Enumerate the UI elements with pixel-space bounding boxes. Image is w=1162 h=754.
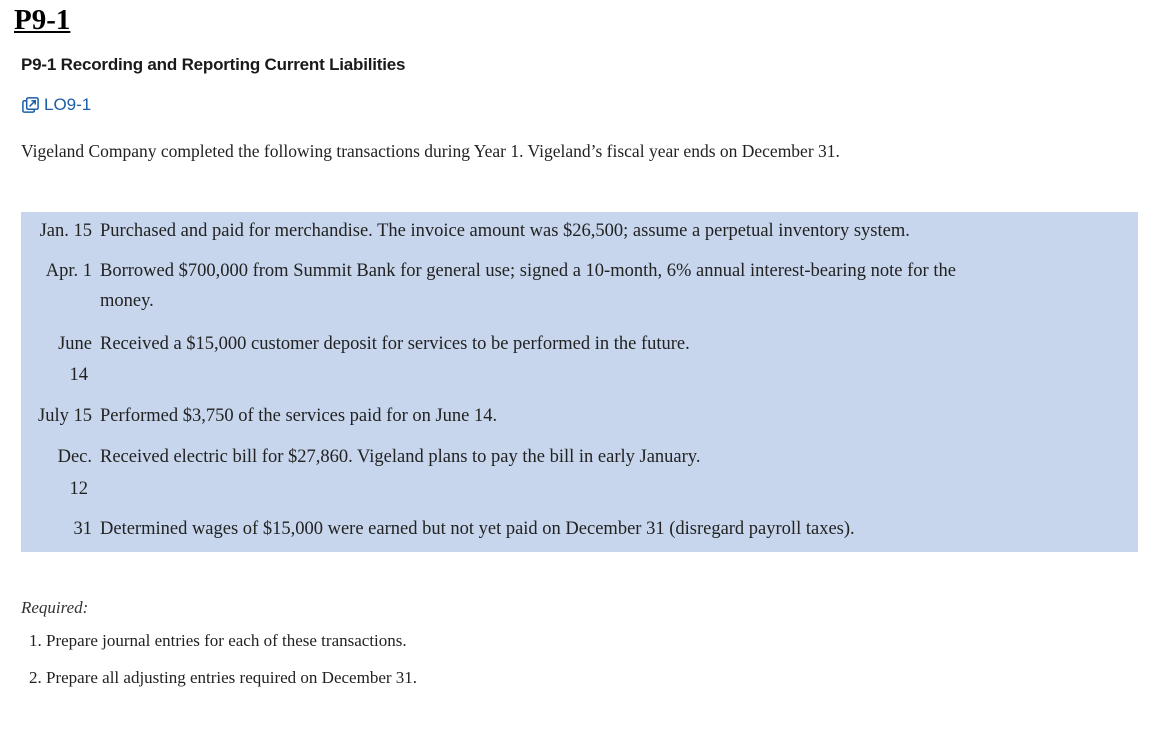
transaction-description: Purchased and paid for merchandise. The invoice amount was $26,500; assume a perpetual inventory system. (100, 221, 910, 241)
transaction-date-day: 12 (69, 479, 88, 499)
problem-title: P9-1 Recording and Reporting Current Liabilities (21, 55, 406, 74)
requirement-item: 2. Prepare all adjusting entries required on December 31. (29, 668, 418, 687)
transaction-date-day: 14 (69, 365, 88, 385)
transaction-description: Received a $15,000 customer deposit for services to be performed in the future. (100, 334, 690, 354)
learning-objective-link[interactable] (21, 95, 91, 115)
transaction-date: June (58, 334, 92, 354)
intro-text: Vigeland Company completed the following transactions during Year 1. Vigeland’s fiscal year ends on December 31. (21, 141, 840, 161)
transaction-date: Apr. 1 (45, 261, 92, 281)
external-link-icon (21, 96, 40, 115)
transaction-date: Jan. 15 (39, 221, 92, 241)
transaction-description: Determined wages of $15,000 were earned but not yet paid on December 31 (disregard payroll taxes). (100, 519, 855, 539)
requirement-item: 1. Prepare journal entries for each of these transactions. (29, 631, 407, 650)
transaction-description: Performed $3,750 of the services paid for on June 14. (100, 406, 498, 426)
transaction-description: Borrowed $700,000 from Summit Bank for general use; signed a 10-month, 6% annual interest-bearing note for the (100, 261, 956, 281)
learning-objective-label: LO9-1 (44, 95, 92, 114)
transaction-description-continued: money. (100, 291, 154, 311)
transaction-date: 31 (73, 519, 92, 539)
page-heading: P9-1 (14, 4, 71, 36)
transaction-date: July 15 (38, 406, 92, 426)
transactions-table (21, 212, 1138, 552)
transaction-date: Dec. (57, 447, 92, 467)
transaction-description: Received electric bill for $27,860. Vigeland plans to pay the bill in early January. (100, 447, 701, 467)
required-label: Required: (21, 598, 89, 617)
